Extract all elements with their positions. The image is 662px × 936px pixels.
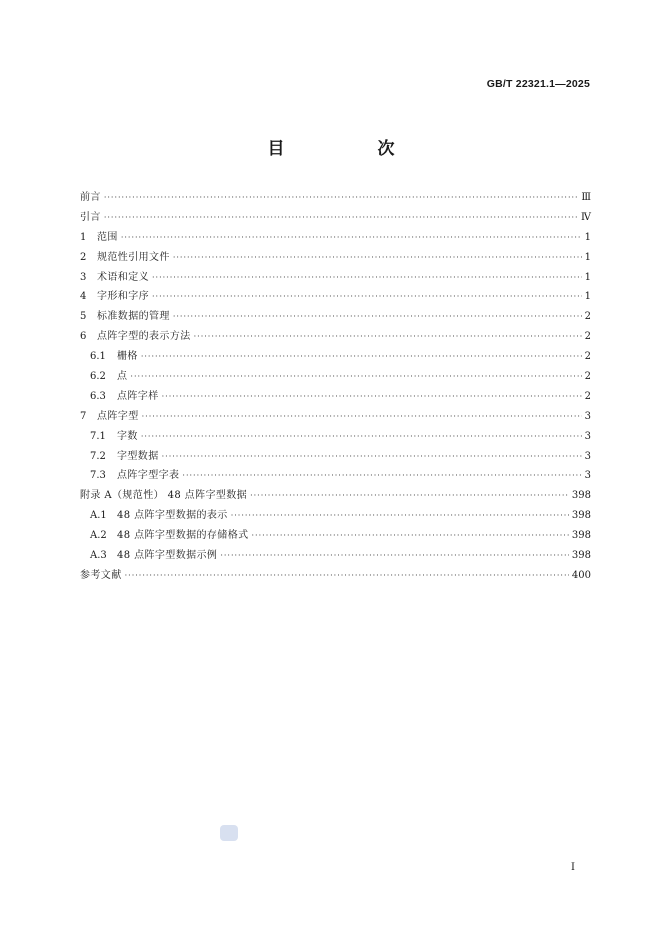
toc-entry-page: 1 [584,271,591,283]
toc-entry-page: 3 [584,450,591,462]
toc-entry-title: 48 点阵字型数据的表示 [117,510,228,522]
dot-leader [173,307,582,327]
toc-entry-number: A.1 [90,510,107,522]
toc-entry[interactable] [80,486,591,506]
table-of-contents [80,188,591,586]
toc-entry-number: 1 [80,231,87,243]
toc-entry-title: 范围 [97,231,118,243]
toc-entry-number: 3 [80,271,87,283]
toc-entry[interactable] [80,466,591,486]
toc-entry-number: 7.1 [90,430,106,442]
toc-entry-title: 附录 A（规范性） 48 点阵字型数据 [80,490,248,502]
toc-entry-page: 1 [584,291,591,303]
dot-leader [142,407,582,427]
toc-entry-number: 4 [80,291,87,303]
toc-entry-page: 398 [571,530,591,542]
toc-entry-title: 点阵字型字表 [117,470,180,482]
dot-leader [125,566,569,586]
toc-entry-title: 术语和定义 [97,271,149,283]
dot-leader [231,506,569,526]
toc-entry-page: 1 [584,251,591,263]
toc-entry-number: 7.2 [90,450,106,462]
toc-entry[interactable] [80,208,591,228]
page-title: 目 次 [267,139,433,159]
toc-entry[interactable] [80,427,591,447]
dot-leader [194,327,582,347]
toc-entry-title: 点阵字型的表示方法 [97,331,191,343]
dot-leader [121,228,582,248]
toc-entry-page: 2 [584,351,591,363]
toc-entry-number: 2 [80,251,87,263]
toc-entry-page: 398 [571,510,591,522]
toc-entry-title: 字形和字序 [97,291,149,303]
toc-entry[interactable] [80,566,591,586]
toc-entry-page: 3 [584,410,591,422]
dot-leader [252,526,569,546]
toc-entry-number: 7 [80,410,87,422]
toc-entry[interactable] [80,327,591,347]
page-number: I [571,862,575,873]
dot-leader [220,546,569,566]
toc-entry-page: 398 [571,490,591,502]
toc-entry-title: 引言 [80,211,101,223]
watermark-logo [220,825,238,841]
toc-entry-title: 标准数据的管理 [97,311,170,323]
toc-entry-title: 48 点阵字型数据示例 [117,550,218,562]
toc-entry-page: 2 [584,371,591,383]
toc-entry[interactable] [80,287,591,307]
dot-leader [141,427,582,447]
toc-entry-page: 3 [584,470,591,482]
toc-entry[interactable] [80,367,591,387]
toc-entry-title: 前言 [80,192,101,203]
toc-entry-title: 栅格 [117,351,138,363]
dot-leader [104,188,579,208]
toc-entry-title: 字型数据 [117,450,159,462]
toc-entry-number: A.2 [90,530,107,542]
toc-entry-page: Ⅳ [581,211,591,223]
toc-entry-page: 1 [584,231,591,243]
toc-entry-page: 2 [584,390,591,402]
dot-leader [152,287,582,307]
toc-entry[interactable] [80,546,591,566]
dot-leader [152,268,582,288]
toc-entry-page: 2 [584,311,591,323]
toc-entry[interactable] [80,347,591,367]
toc-entry-page: 400 [571,569,591,581]
toc-entry[interactable] [80,228,591,248]
toc-entry[interactable] [80,407,591,427]
toc-entry[interactable] [80,188,591,208]
toc-entry[interactable] [80,268,591,288]
dot-leader [182,466,581,486]
toc-entry-number: 6.1 [90,351,106,363]
toc-entry-number: 6 [80,331,87,343]
toc-entry-page: 3 [584,430,591,442]
toc-entry-number: 6.2 [90,371,106,383]
toc-entry[interactable] [80,526,591,546]
toc-entry-title: 48 点阵字型数据的存储格式 [117,530,249,542]
dot-leader [173,248,582,268]
standard-number: GB/T 22321.1—2025 [486,78,590,90]
toc-entry-title: 规范性引用文件 [97,251,170,263]
dot-leader [141,347,582,367]
toc-entry-page: Ⅲ [581,192,591,203]
dot-leader [162,387,582,407]
toc-entry-title: 字数 [117,430,138,442]
toc-entry-title: 参考文献 [80,569,122,581]
toc-entry-title: 点 [117,371,128,383]
toc-entry[interactable] [80,248,591,268]
toc-entry-number: 6.3 [90,390,106,402]
toc-entry-number: 5 [80,311,87,323]
dot-leader [162,447,582,467]
toc-entry[interactable] [80,307,591,327]
toc-entry-page: 398 [571,550,591,562]
toc-entry[interactable] [80,447,591,467]
dot-leader [104,208,578,228]
toc-entry[interactable] [80,506,591,526]
toc-entry-number: A.3 [90,550,107,562]
toc-entry-title: 点阵字型 [97,410,139,422]
toc-entry-page: 2 [584,331,591,343]
dot-leader [130,367,581,387]
toc-entry[interactable] [80,387,591,407]
toc-entry-title: 点阵字样 [117,390,159,402]
toc-entry-number: 7.3 [90,470,106,482]
dot-leader [250,486,569,506]
